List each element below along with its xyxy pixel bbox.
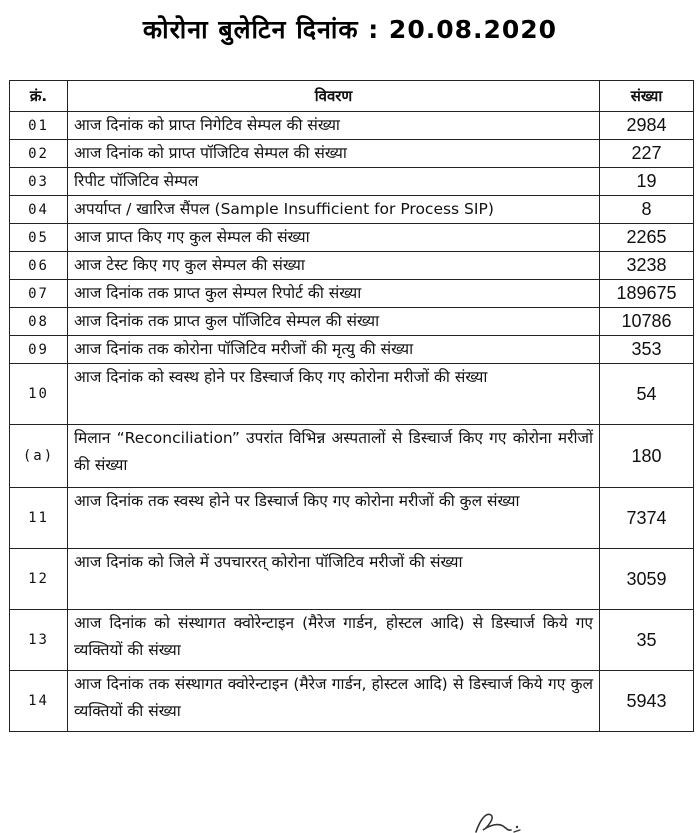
row-serial: 07 <box>10 280 68 308</box>
table-row <box>10 308 694 336</box>
row-description: आज दिनांक तक प्राप्त कुल पॉजिटिव सेम्पल की संख्या <box>68 308 600 336</box>
row-count: 19 <box>600 168 694 196</box>
row-count: 2984 <box>600 112 694 140</box>
row-count: 353 <box>600 336 694 364</box>
row-serial: 11 <box>10 488 68 549</box>
table-row <box>10 252 694 280</box>
row-serial: 04 <box>10 196 68 224</box>
row-count: 8 <box>600 196 694 224</box>
row-serial: 09 <box>10 336 68 364</box>
row-description: आज दिनांक तक संस्थागत क्वोरेन्टाइन (मैरेज गार्डन, होस्टल आदि) से डिस्चार्ज किये गए कुल व्यक्तियों की संख्या <box>68 671 600 732</box>
row-count: 54 <box>600 364 694 425</box>
row-description: आज दिनांक को प्राप्त निगेटिव सेम्पल की संख्या <box>68 112 600 140</box>
row-serial: 02 <box>10 140 68 168</box>
table-row <box>10 488 694 549</box>
row-description: आज टेस्ट किए गए कुल सेम्पल की संख्या <box>68 252 600 280</box>
row-serial: 01 <box>10 112 68 140</box>
row-description: आज दिनांक को स्वस्थ होने पर डिस्चार्ज किए गए कोरोना मरीजों की संख्या <box>68 364 600 425</box>
header-count: संख्या <box>600 81 694 112</box>
table-header-row <box>10 81 694 112</box>
row-description: आज प्राप्त किए गए कुल सेम्पल की संख्या <box>68 224 600 252</box>
row-description: आज दिनांक तक कोरोना पॉजिटिव मरीजों की मृत्यु की संख्या <box>68 336 600 364</box>
row-serial: 14 <box>10 671 68 732</box>
table-row <box>10 168 694 196</box>
row-serial: 12 <box>10 549 68 610</box>
table-row <box>10 112 694 140</box>
row-description: आज दिनांक को जिले में उपचाररत् कोरोना पॉजिटिव मरीजों की संख्या <box>68 549 600 610</box>
table-row <box>10 196 694 224</box>
row-count: 3059 <box>600 549 694 610</box>
row-serial: 13 <box>10 610 68 671</box>
table-row <box>10 336 694 364</box>
bulletin-title: कोरोना बुलेटिन दिनांक : 20.08.2020 <box>142 15 558 44</box>
row-serial: 06 <box>10 252 68 280</box>
row-serial: 08 <box>10 308 68 336</box>
row-count: 189675 <box>600 280 694 308</box>
row-description: आज दिनांक को संस्थागत क्वोरेन्टाइन (मैरेज गार्डन, होस्टल आदि) से डिस्चार्ज किये गए व्यक्तियों की संख्या <box>68 610 600 671</box>
header-description: विवरण <box>68 81 600 112</box>
row-serial: (a) <box>10 425 68 488</box>
row-description: आज दिनांक को प्राप्त पॉजिटिव सेम्पल की संख्या <box>68 140 600 168</box>
row-description: आज दिनांक तक प्राप्त कुल सेम्पल रिपोर्ट की संख्या <box>68 280 600 308</box>
row-count: 3238 <box>600 252 694 280</box>
table-row <box>10 671 694 732</box>
row-count: 180 <box>600 425 694 488</box>
table-row <box>10 425 694 488</box>
table-row <box>10 610 694 671</box>
row-count: 35 <box>600 610 694 671</box>
row-serial: 10 <box>10 364 68 425</box>
table-row <box>10 280 694 308</box>
row-count: 10786 <box>600 308 694 336</box>
row-count: 227 <box>600 140 694 168</box>
row-serial: 05 <box>10 224 68 252</box>
row-count: 5943 <box>600 671 694 732</box>
table-row <box>10 224 694 252</box>
header-serial: क्रं. <box>10 81 68 112</box>
row-description: आज दिनांक तक स्वस्थ होने पर डिस्चार्ज किए गए कोरोना मरीजों की कुल संख्या <box>68 488 600 549</box>
row-count: 2265 <box>600 224 694 252</box>
bulletin-table <box>9 80 694 732</box>
row-serial: 03 <box>10 168 68 196</box>
table-row <box>10 549 694 610</box>
table-row <box>10 364 694 425</box>
row-description: रिपीट पॉजिटिव सेम्पल <box>68 168 600 196</box>
row-description: अपर्याप्त / खारिज सैंपल (Sample Insufficient for Process SIP) <box>68 196 600 224</box>
table-row <box>10 140 694 168</box>
row-description: मिलान “Reconciliation” उपरांत विभिन्न अस्पतालों से डिस्चार्ज किए गए कोरोना मरीजों की संख्या <box>68 425 600 488</box>
row-count: 7374 <box>600 488 694 549</box>
signature-icon <box>470 806 540 833</box>
